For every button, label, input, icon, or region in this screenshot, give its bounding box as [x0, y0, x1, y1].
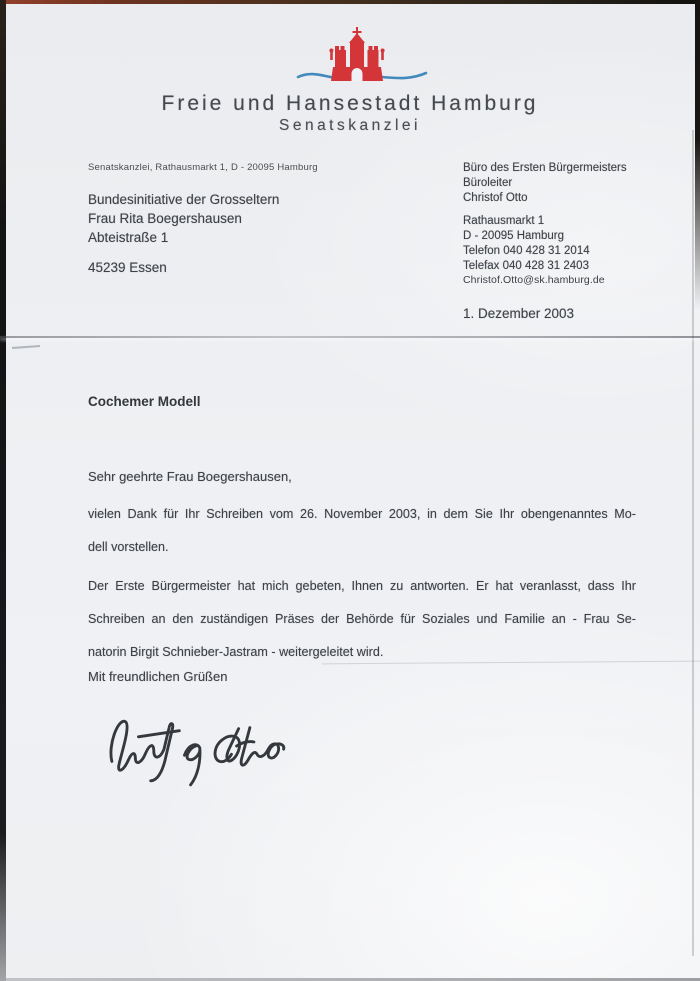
- subject-line: Cochemer Modell: [88, 394, 201, 409]
- letter-date: 1. Dezember 2003: [463, 306, 575, 321]
- return-address-line: Senatskanzlei, Rathausmarkt 1, D - 20095 Hamburg: [88, 162, 318, 173]
- salutation: Sehr geehrte Frau Boegershausen,: [88, 469, 292, 484]
- recipient-address: Bundesinitiative der Grosseltern Frau Rita Boegershausen Abteistraße 1: [88, 192, 280, 245]
- handwritten-signature: [94, 698, 326, 790]
- paper-right-edge: [692, 130, 694, 956]
- recipient-city: 45239 Essen: [88, 260, 167, 275]
- scan-edge-right: [695, 0, 700, 310]
- office-unit-block: Büro des Ersten Bürgermeisters Büroleiter Christof Otto: [463, 162, 627, 204]
- office-contact-block: Rathausmarkt 1 D - 20095 Hamburg Telefon 040 428 31 2014 Telefax 040 428 31 2403: [463, 215, 590, 272]
- closing-line: Mit freundlichen Grüßen: [88, 669, 228, 684]
- letterhead-title: Freie und Hansestadt Hamburg: [161, 92, 539, 115]
- hamburg-coat-of-arms-icon: [295, 24, 429, 88]
- fold-notch: [12, 345, 40, 349]
- letterhead-subtitle: Senatskanzlei: [278, 117, 421, 134]
- scan-edge-top: [0, 0, 700, 4]
- office-email: Christof.Otto@sk.hamburg.de: [463, 274, 605, 286]
- body-paragraph-2: Der Erste Bürgermeister hat mich gebeten, Ihnen zu antworten. Er hat veranlasst, dass Ihr Schreiben an den zuständigen Präses der Behörde für Soziales und Familie an - Frau Se- natorin Birgit Schnieber-Jastram - weitergeleitet wird.: [88, 579, 636, 659]
- fold-crease: [0, 336, 700, 338]
- scan-edge-left: [0, 0, 6, 981]
- body-paragraph-1: vielen Dank für Ihr Schreiben vom 26. November 2003, in dem Sie Ihr obengenanntes Mo- dell vorstellen.: [88, 507, 636, 554]
